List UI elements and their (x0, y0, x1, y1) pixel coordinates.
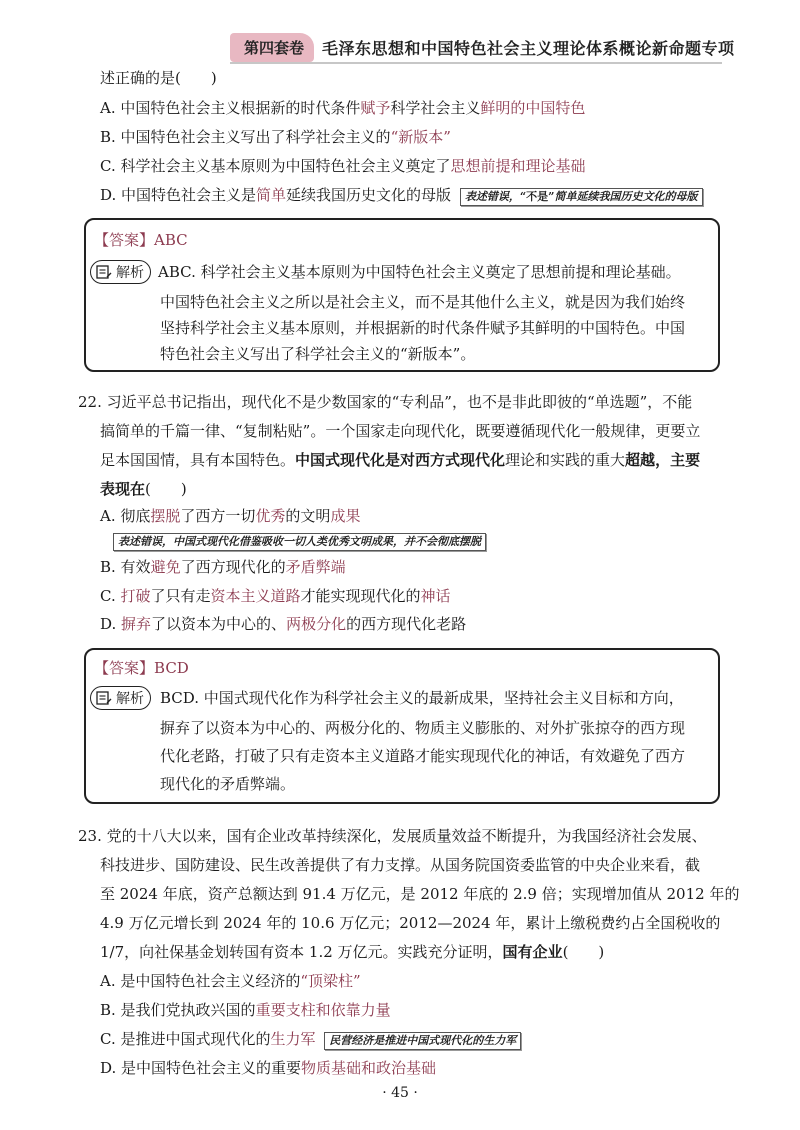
header-title: 毛泽东思想和中国特色社会主义理论体系概论新命题专项 (322, 38, 735, 58)
q22-analysis-line: 摒弃了以资本为中心的、两极分化的、物质主义膨胀的、对外扩张掠夺的西方现 (160, 719, 686, 737)
q22-answer: 【答案】BCD (94, 659, 189, 677)
q23-option-d: D. 是中国特色社会主义的重要物质基础和政治基础 (100, 1059, 437, 1077)
q23-stem-line: 科技进步、国防建设、民生改善提供了有力支撑。从国务院国资委监管的中央企业来看，截 (100, 856, 701, 874)
q22-a-error-note-line (113, 530, 486, 551)
q23-option-a: A. 是中国特色社会主义经济的“顶梁柱” (100, 972, 361, 990)
q21-option-d: D. 中国特色社会主义是简单延续我国历史文化的母版 表述错误，“不是”简单延续我国历史文化的母版 (100, 185, 703, 206)
analysis-doc-icon (95, 690, 113, 706)
q22-a-error-note: 表述错误，中国式现代化借鉴吸收一切人类优秀文明成果，并不会彻底摆脱 (113, 533, 486, 551)
q22-analysis-badge: 解析 (90, 686, 151, 710)
q21-analysis-line: 特色社会主义写出了科学社会主义的“新版本”。 (160, 345, 476, 363)
page-number: · 45 · (382, 1085, 418, 1101)
q23-stem-line: 23. 党的十八大以来，国有企业改革持续深化，发展质量效益不断提升，为我国经济社会发展、 (78, 827, 707, 845)
q21-analysis-line: ABC. 科学社会主义基本原则为中国特色社会主义奠定了思想前提和理论基础。 (158, 263, 681, 281)
q21-analysis-badge: 解析 (90, 260, 151, 284)
q21-option-a: A. 中国特色社会主义根据新的时代条件赋予科学社会主义鲜明的中国特色 (100, 99, 586, 117)
q22-option-c: C. 打破了只有走资本主义道路才能实现现代化的神话 (100, 587, 451, 605)
q21-analysis-line: 坚持科学社会主义基本原则，并根据新的时代条件赋予其鲜明的中国特色。中国 (160, 319, 686, 337)
q22-stem-line: 足本国国情，具有本国特色。中国式现代化是对西方式现代化理论和实践的重大超越，主要 (100, 451, 701, 469)
q22-stem-line: 表现在( ) (100, 480, 187, 498)
q23-stem-line: 4.9 万亿元增长到 2024 年的 10.6 万亿元；2012—2024 年，累计上缴税费约占全国税收的 (100, 914, 721, 932)
set-tag: 第四套卷 (230, 33, 314, 62)
q22-analysis-line: 代化老路，打破了只有走资本主义道路才能实现现代化的神话，有效避免了西方 (160, 747, 686, 765)
q21-d-error-note: 表述错误，“不是”简单延续我国历史文化的母版 (460, 188, 703, 206)
running-header (230, 30, 735, 64)
q23-option-c: C. 是推进中国式现代化的生力军 民营经济是推进中国式现代化的生力军 (100, 1029, 521, 1050)
q21-answer: 【答案】ABC (94, 231, 188, 249)
q22-stem-line: 搞简单的千篇一律、“复制粘贴”。一个国家走向现代化，既要遵循现代化一般规律，更要立 (100, 422, 701, 440)
q21-answer-box (84, 218, 720, 372)
q22-stem-line: 22. 习近平总书记指出，现代化不是少数国家的“专利品”，也不是非此即彼的“单选题”，不能 (78, 393, 693, 411)
header-rule (230, 62, 722, 64)
q21-analysis-line: 中国特色社会主义之所以是社会主义，而不是其他什么主义，就是因为我们始终 (160, 293, 686, 311)
q22-option-d: D. 摒弃了以资本为中心的、两极分化的西方现代化老路 (100, 615, 467, 633)
q23-c-error-note: 民营经济是推进中国式现代化的生力军 (324, 1032, 521, 1050)
q22-option-b: B. 有效避免了西方现代化的矛盾弊端 (100, 558, 346, 576)
q22-analysis-line: BCD. 中国式现代化作为科学社会主义的最新成果，坚持社会主义目标和方向， (160, 689, 684, 707)
q23-option-b: B. 是我们党执政兴国的重要支柱和依靠力量 (100, 1001, 391, 1019)
analysis-doc-icon (95, 264, 113, 280)
q21-option-b: B. 中国特色社会主义写出了科学社会主义的“新版本” (100, 128, 451, 146)
q21-option-c: C. 科学社会主义基本原则为中国特色社会主义奠定了思想前提和理论基础 (100, 157, 586, 175)
q21-stem-tail: 述正确的是( ) (100, 69, 217, 87)
q22-option-a: A. 彻底摆脱了西方一切优秀的文明成果 (100, 507, 361, 525)
q22-answer-box (84, 648, 720, 804)
q23-stem-line: 1/7，向社保基金划转国有资本 1.2 万亿元。实践充分证明，国有企业( ) (100, 943, 605, 961)
q23-stem-line: 至 2024 年底，资产总额达到 91.4 万亿元，是 2012 年底的 2.9 倍；实现增加值从 2012 年的 (100, 885, 740, 903)
q22-analysis-line: 现代化的矛盾弊端。 (160, 775, 296, 793)
